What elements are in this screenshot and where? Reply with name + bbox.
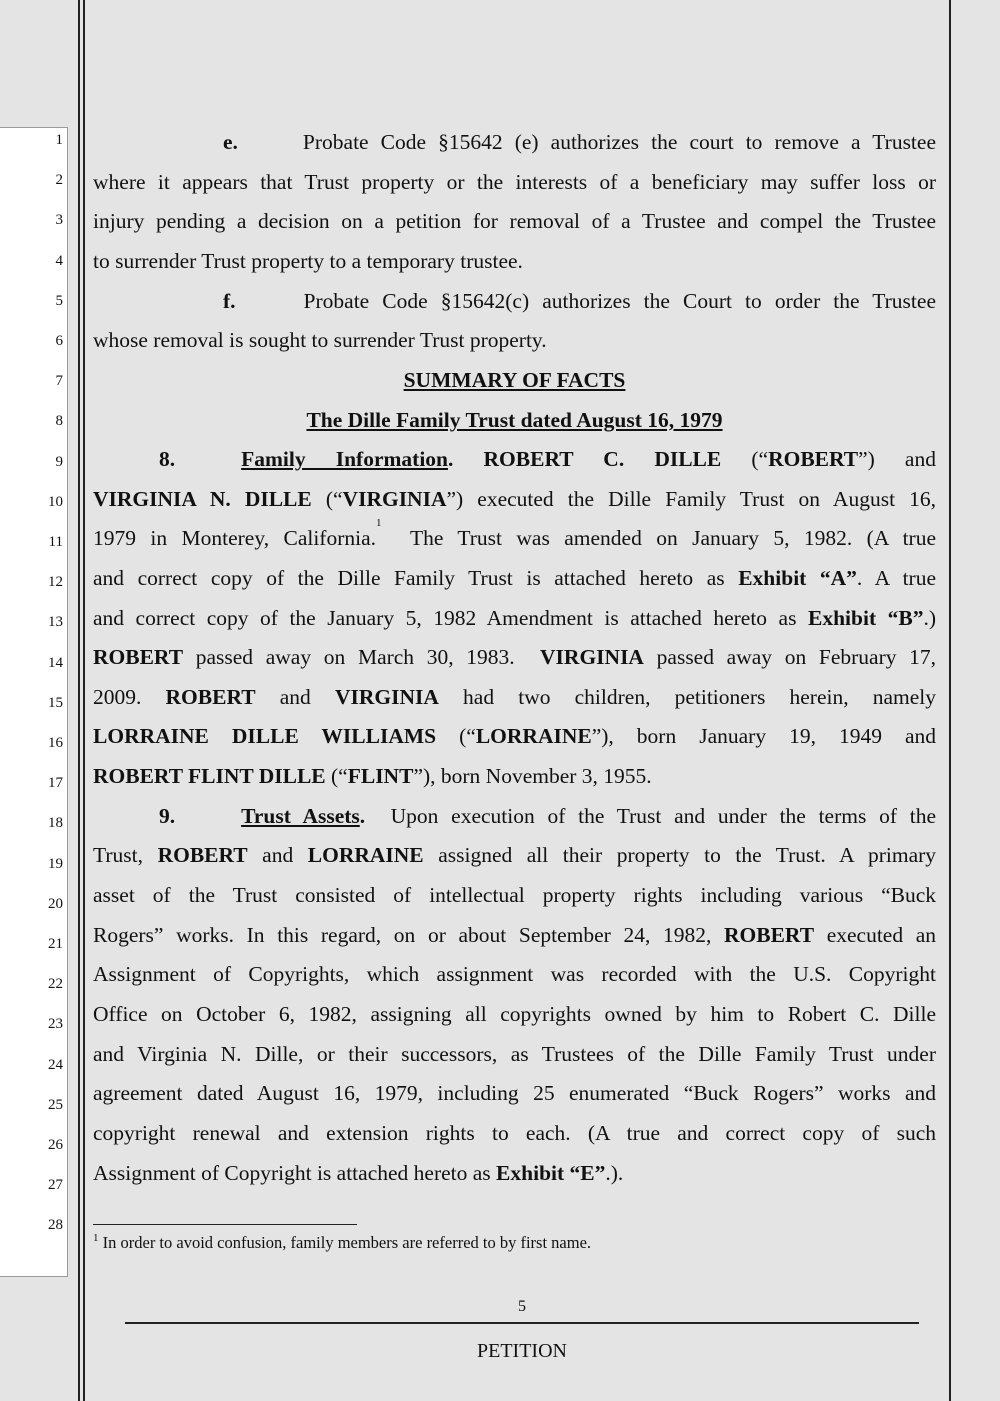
para-9-line-9: copyright renewal and extension rights to each. (A true and correct copy of such bbox=[93, 1121, 936, 1145]
footnote-divider bbox=[93, 1224, 357, 1225]
line-number: 11 bbox=[48, 534, 63, 550]
footnote-ref: 1 bbox=[376, 517, 382, 529]
para-e-line-3: injury pending a decision on a petition for removal of a Trustee and compel the Trustee bbox=[93, 209, 936, 233]
para-e-label: e. bbox=[223, 130, 238, 154]
para-9-line-10: Assignment of Copyright is attached hereto as Exhibit “E”.). bbox=[93, 1161, 624, 1185]
para-8-title: Family Information bbox=[241, 447, 449, 471]
line-number: 16 bbox=[48, 735, 63, 751]
para-9-line-5: Assignment of Copyrights, which assignment was recorded with the U.S. Copyright bbox=[93, 962, 936, 986]
para-e-line-4: to surrender Trust property to a temporary trustee. bbox=[93, 249, 523, 273]
para-9-line-4: Rogers” works. In this regard, on or about September 24, 1982, ROBERT executed an bbox=[93, 923, 937, 947]
heading-summary-of-facts: SUMMARY OF FACTS bbox=[403, 368, 626, 392]
line-number-column bbox=[0, 127, 68, 1277]
para-8-line-2: VIRGINIA N. DILLE (“VIRGINIA”) executed the Dille Family Trust on August 16, bbox=[93, 487, 937, 511]
footnote bbox=[93, 1233, 591, 1253]
exhibit-e-ref: Exhibit “E” bbox=[496, 1161, 606, 1185]
para-9-title: Trust Assets bbox=[241, 804, 360, 828]
para-e-line-2: where it appears that Trust property or the interests of a beneficiary may suffer loss or bbox=[93, 170, 936, 194]
line-number: 6 bbox=[55, 333, 63, 349]
para-8-line-1: 8. Family Information. ROBERT C. DILLE (“ROBERT”) and bbox=[159, 447, 936, 471]
left-margin-rule-inner bbox=[83, 0, 85, 1401]
line-number: 20 bbox=[48, 895, 63, 912]
line-number: 3 bbox=[55, 212, 63, 229]
line-number: 1 bbox=[55, 132, 63, 148]
para-8-line-3: 1979 in Monterey, California.$^1$ The Trust was amended on January 5, 1982. (A true bbox=[93, 517, 936, 550]
para-8-number: 8. bbox=[159, 447, 176, 471]
line-number: 10 bbox=[48, 493, 63, 510]
page-number: 5 bbox=[518, 1298, 526, 1315]
line-number: 23 bbox=[48, 1016, 63, 1033]
para-f-line-2: whose removal is sought to surrender Trust property. bbox=[93, 328, 547, 352]
line-number: 8 bbox=[55, 413, 63, 430]
para-8-line-6: ROBERT passed away on March 30, 1983. VIRGINIA passed away on February 17, bbox=[93, 645, 937, 669]
heading-dille-family-trust: The Dille Family Trust dated August 16, 1979 bbox=[306, 408, 723, 432]
line-number: 9 bbox=[55, 453, 63, 470]
para-9-line-7: and Virginia N. Dille, or their successors, as Trustees of the Dille Family Trust under bbox=[93, 1042, 936, 1066]
para-8-line-8: LORRAINE DILLE WILLIAMS (“LORRAINE”), born January 19, 1949 and bbox=[93, 724, 936, 748]
para-9-number: 9. bbox=[159, 804, 176, 828]
line-number: 26 bbox=[48, 1137, 63, 1153]
line-number: 25 bbox=[48, 1096, 63, 1113]
para-8-line-7: 2009. ROBERT and VIRGINIA had two children, petitioners herein, namely bbox=[93, 685, 937, 709]
footer-divider bbox=[125, 1322, 919, 1324]
para-9-line-8: agreement dated August 16, 1979, including 25 enumerated “Buck Rogers” works and bbox=[93, 1081, 936, 1105]
line-number: 24 bbox=[48, 1056, 63, 1073]
line-number: 17 bbox=[48, 775, 63, 792]
para-8-line-9: ROBERT FLINT DILLE (“FLINT”), born November 3, 1955. bbox=[93, 764, 652, 788]
left-margin-rule bbox=[78, 0, 80, 1401]
footer-title: PETITION bbox=[477, 1340, 567, 1362]
para-9-line-1: 9. Trust Assets. Upon execution of the Trust and under the terms of the bbox=[159, 804, 936, 828]
line-number: 7 bbox=[55, 373, 63, 390]
line-number: 2 bbox=[55, 172, 63, 189]
exhibit-a-ref: Exhibit “A” bbox=[738, 566, 857, 590]
line-number: 22 bbox=[48, 976, 63, 993]
line-number: 15 bbox=[48, 694, 63, 711]
line-number: 14 bbox=[48, 654, 63, 671]
line-number: 18 bbox=[48, 815, 63, 832]
line-number: 28 bbox=[48, 1217, 63, 1234]
line-number: 12 bbox=[48, 574, 63, 591]
line-number: 27 bbox=[48, 1177, 63, 1194]
para-e-line-1: e. Probate Code §15642 (e) authorizes the court to remove a Trustee bbox=[223, 130, 936, 154]
footnote-marker: 1 bbox=[93, 1232, 99, 1244]
right-margin-rule bbox=[949, 0, 951, 1401]
para-9-line-6: Office on October 6, 1982, assigning all copyrights owned by him to Robert C. Dille bbox=[93, 1002, 936, 1026]
para-f-line-1: f. Probate Code §15642(c) authorizes the Court to order the Trustee bbox=[223, 289, 936, 313]
para-9-line-3: asset of the Trust consisted of intellectual property rights including various “Buck bbox=[93, 883, 936, 907]
line-number: 19 bbox=[48, 855, 63, 872]
line-number: 5 bbox=[55, 292, 63, 309]
para-9-line-2: Trust, ROBERT and LORRAINE assigned all their property to the Trust. A primary bbox=[93, 843, 937, 867]
para-8-line-4: and correct copy of the Dille Family Trust is attached hereto as Exhibit “A”. A true bbox=[93, 566, 937, 590]
footnote-text: In order to avoid confusion, family members are referred to by first name. bbox=[102, 1233, 592, 1252]
para-f-label: f. bbox=[223, 289, 236, 313]
line-number: 4 bbox=[55, 252, 63, 269]
line-number: 13 bbox=[48, 614, 63, 631]
line-number: 21 bbox=[48, 936, 63, 952]
exhibit-b-ref: Exhibit “B” bbox=[808, 606, 924, 630]
para-8-line-5: and correct copy of the January 5, 1982 Amendment is attached hereto as Exhibit “B”.) bbox=[93, 606, 937, 630]
